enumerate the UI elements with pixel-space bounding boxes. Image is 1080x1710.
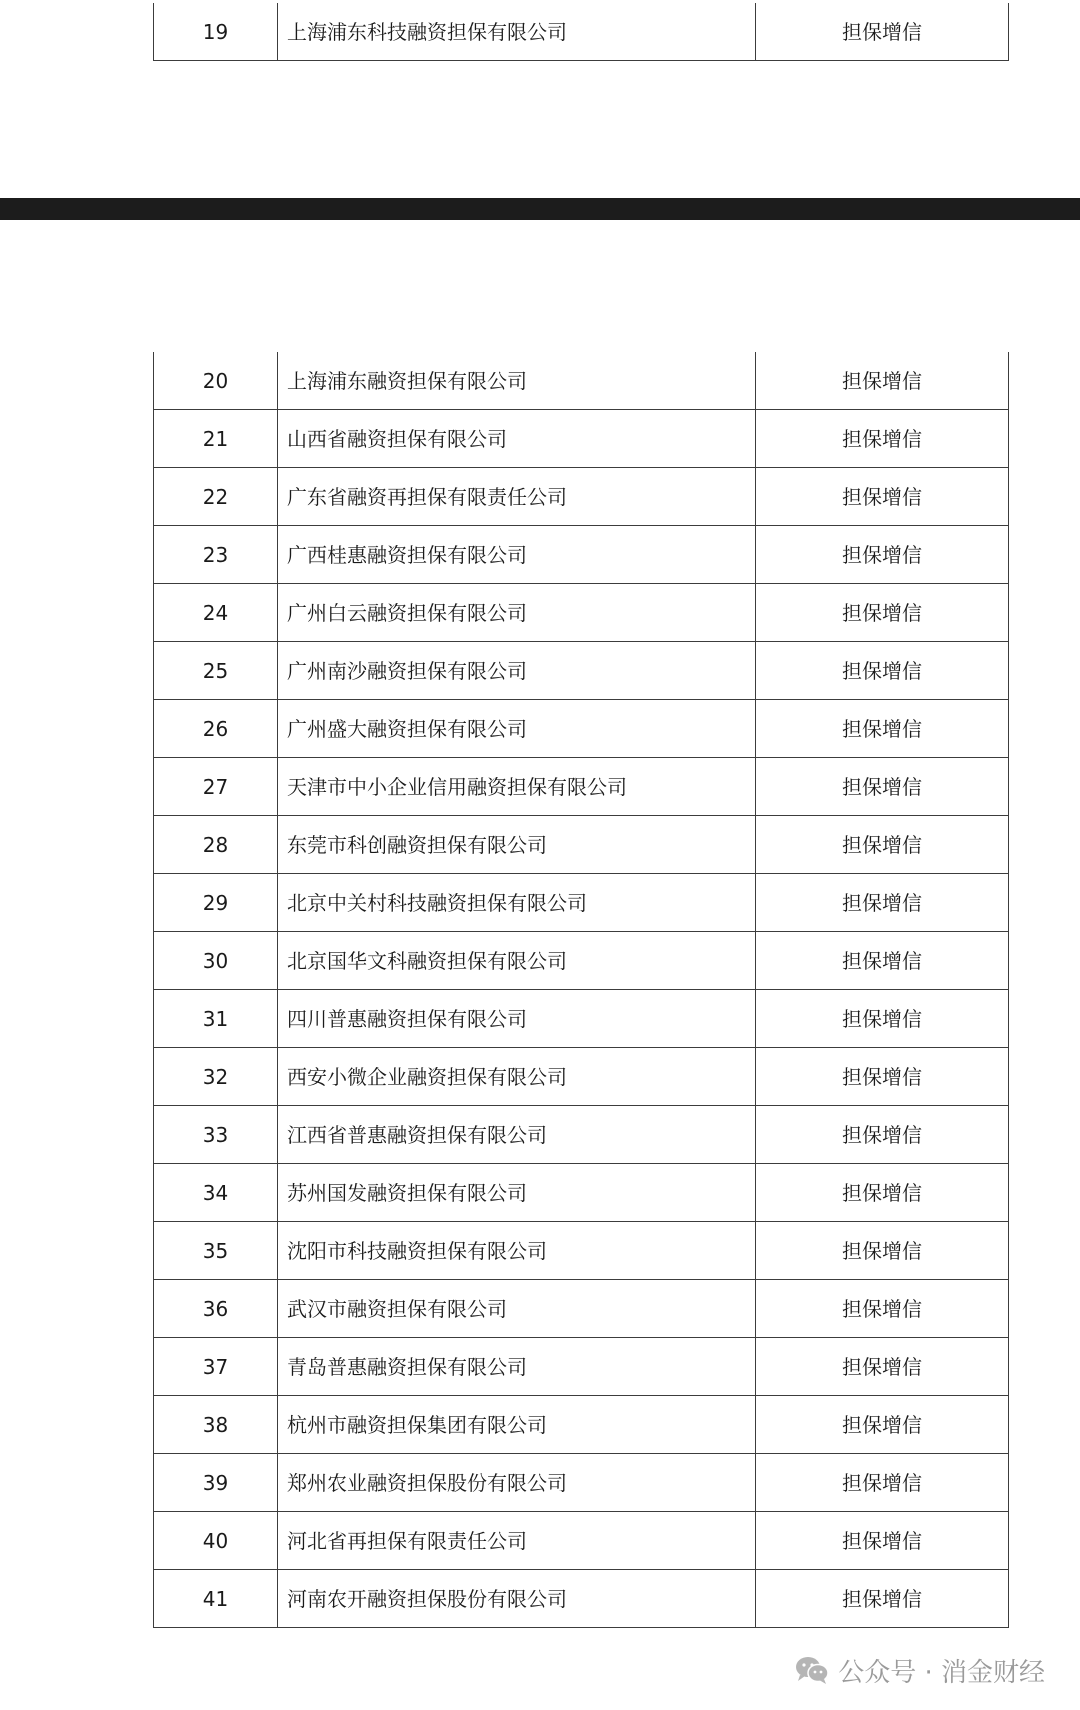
service-type: 担保增信 [756, 758, 1009, 816]
row-number: 23 [154, 526, 278, 584]
table-row [154, 1280, 1009, 1338]
table-row [154, 1164, 1009, 1222]
company-name: 郑州农业融资担保股份有限公司 [278, 1454, 756, 1512]
row-number: 38 [154, 1396, 278, 1454]
service-type: 担保增信 [756, 1164, 1009, 1222]
table-row [154, 1454, 1009, 1512]
row-number: 33 [154, 1106, 278, 1164]
company-name: 杭州市融资担保集团有限公司 [278, 1396, 756, 1454]
service-type: 担保增信 [756, 1222, 1009, 1280]
page-separator-bar [0, 198, 1080, 220]
service-type: 担保增信 [756, 990, 1009, 1048]
watermark-text: 公众号 · 消金财经 [838, 1657, 1045, 1688]
row-number: 40 [154, 1512, 278, 1570]
company-name: 江西省普惠融资担保有限公司 [278, 1106, 756, 1164]
table-row [154, 932, 1009, 990]
row-number: 22 [154, 468, 278, 526]
table-row [154, 1222, 1009, 1280]
company-name: 青岛普惠融资担保有限公司 [278, 1338, 756, 1396]
service-type: 担保增信 [756, 642, 1009, 700]
company-name: 广西桂惠融资担保有限公司 [278, 526, 756, 584]
company-name: 东莞市科创融资担保有限公司 [278, 816, 756, 874]
company-name: 四川普惠融资担保有限公司 [278, 990, 756, 1048]
service-type: 担保增信 [756, 1048, 1009, 1106]
service-type: 担保增信 [756, 3, 1009, 61]
table-row [154, 990, 1009, 1048]
service-type: 担保增信 [756, 1106, 1009, 1164]
table-row [154, 758, 1009, 816]
service-type: 担保增信 [756, 1570, 1009, 1628]
table-row [154, 410, 1009, 468]
row-number: 36 [154, 1280, 278, 1338]
company-name: 西安小微企业融资担保有限公司 [278, 1048, 756, 1106]
service-type: 担保增信 [756, 874, 1009, 932]
company-name: 广州南沙融资担保有限公司 [278, 642, 756, 700]
wechat-icon [794, 1655, 830, 1685]
guarantor-table-bottom [153, 352, 1009, 1628]
service-type: 担保增信 [756, 1280, 1009, 1338]
row-number: 34 [154, 1164, 278, 1222]
table-row [154, 584, 1009, 642]
company-name: 河北省再担保有限责任公司 [278, 1512, 756, 1570]
company-name: 北京中关村科技融资担保有限公司 [278, 874, 756, 932]
company-name: 广州盛大融资担保有限公司 [278, 700, 756, 758]
row-number: 19 [154, 3, 278, 61]
row-number: 31 [154, 990, 278, 1048]
table-row [154, 1512, 1009, 1570]
company-name: 山西省融资担保有限公司 [278, 410, 756, 468]
wechat-watermark [794, 1652, 1045, 1688]
row-number: 32 [154, 1048, 278, 1106]
row-number: 20 [154, 352, 278, 410]
company-name: 苏州国发融资担保有限公司 [278, 1164, 756, 1222]
company-name: 广州白云融资担保有限公司 [278, 584, 756, 642]
table-row [154, 468, 1009, 526]
service-type: 担保增信 [756, 932, 1009, 990]
table-row [154, 526, 1009, 584]
table-row [154, 1396, 1009, 1454]
row-number: 35 [154, 1222, 278, 1280]
service-type: 担保增信 [756, 352, 1009, 410]
company-name: 天津市中小企业信用融资担保有限公司 [278, 758, 756, 816]
company-name: 上海浦东科技融资担保有限公司 [278, 3, 756, 61]
row-number: 39 [154, 1454, 278, 1512]
guarantor-table-top [153, 3, 1009, 61]
service-type: 担保增信 [756, 700, 1009, 758]
row-number: 24 [154, 584, 278, 642]
table-row [154, 1570, 1009, 1628]
table-row [154, 874, 1009, 932]
row-number: 30 [154, 932, 278, 990]
table-row [154, 642, 1009, 700]
table-row [154, 3, 1009, 61]
row-number: 29 [154, 874, 278, 932]
table-row [154, 700, 1009, 758]
row-number: 26 [154, 700, 278, 758]
service-type: 担保增信 [756, 816, 1009, 874]
service-type: 担保增信 [756, 1512, 1009, 1570]
company-name: 上海浦东融资担保有限公司 [278, 352, 756, 410]
table-row [154, 1106, 1009, 1164]
service-type: 担保增信 [756, 468, 1009, 526]
service-type: 担保增信 [756, 584, 1009, 642]
row-number: 25 [154, 642, 278, 700]
service-type: 担保增信 [756, 410, 1009, 468]
company-name: 河南农开融资担保股份有限公司 [278, 1570, 756, 1628]
row-number: 27 [154, 758, 278, 816]
table-row [154, 352, 1009, 410]
service-type: 担保增信 [756, 1454, 1009, 1512]
row-number: 41 [154, 1570, 278, 1628]
service-type: 担保增信 [756, 1338, 1009, 1396]
service-type: 担保增信 [756, 526, 1009, 584]
service-type: 担保增信 [756, 1396, 1009, 1454]
row-number: 28 [154, 816, 278, 874]
company-name: 沈阳市科技融资担保有限公司 [278, 1222, 756, 1280]
row-number: 21 [154, 410, 278, 468]
table-row [154, 1048, 1009, 1106]
company-name: 武汉市融资担保有限公司 [278, 1280, 756, 1338]
company-name: 广东省融资再担保有限责任公司 [278, 468, 756, 526]
table-row [154, 1338, 1009, 1396]
company-name: 北京国华文科融资担保有限公司 [278, 932, 756, 990]
row-number: 37 [154, 1338, 278, 1396]
table-row [154, 816, 1009, 874]
